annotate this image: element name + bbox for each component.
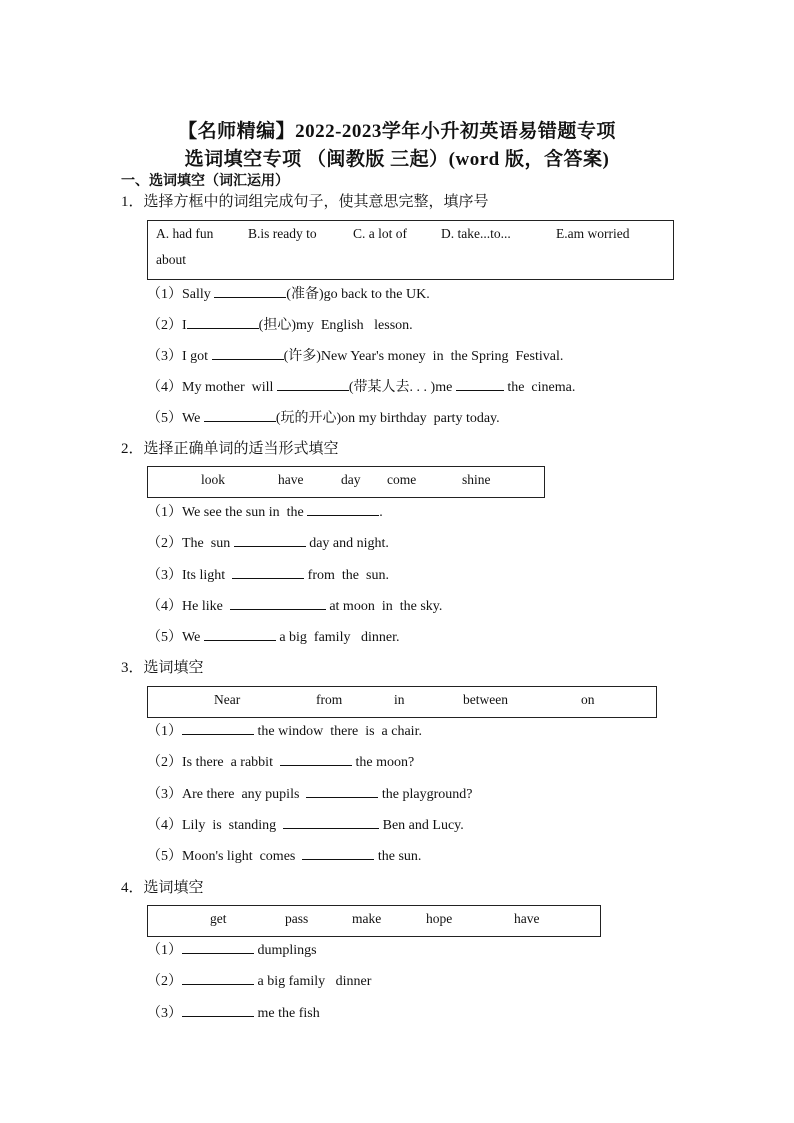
q1-option-c: C. a lot of <box>353 226 407 241</box>
answer-blank[interactable] <box>307 501 379 516</box>
document-title-line-1: 【名师精编】2022-2023学年小升初英语易错题专项 <box>178 121 616 142</box>
section-heading: 一、选词填空（词汇运用） <box>121 174 289 189</box>
q3-word: between <box>463 692 508 707</box>
q4-item-1: （1） dumplings <box>147 939 317 959</box>
answer-blank[interactable] <box>230 595 326 610</box>
q2-word: look <box>201 472 226 487</box>
q1-item-4: （4）My mother will (带某人去. . . )me the cinema. <box>147 376 575 396</box>
answer-blank[interactable] <box>182 970 254 985</box>
q1-option-a: A. had fun <box>156 226 214 241</box>
answer-blank[interactable] <box>182 1002 254 1017</box>
q1-option-d: D. take...to... <box>441 226 511 241</box>
answer-blank[interactable] <box>456 376 504 391</box>
q2-item-1: （1）We see the sun in the . <box>147 501 383 521</box>
q1-item-2: （2）I (担心)my English lesson. <box>147 314 413 334</box>
q1-option-e: E.am worried <box>556 226 630 241</box>
q4-word: pass <box>285 911 309 926</box>
answer-blank[interactable] <box>212 345 284 360</box>
q2-item-3: （3）Its light from the sun. <box>147 564 389 584</box>
q2-item-4: （4）He like at moon in the sky. <box>147 595 442 615</box>
answer-blank[interactable] <box>302 845 374 860</box>
q4-word-box <box>147 905 601 937</box>
q3-item-3: （3）Are there any pupils the playground? <box>147 783 473 803</box>
q3-word: in <box>394 692 405 707</box>
q3-item-2: （2）Is there a rabbit the moon? <box>147 751 414 771</box>
q1-item-5: （5）We (玩的开心)on my birthday party today. <box>147 407 500 427</box>
q4-heading: 4．选词填空 <box>121 880 204 896</box>
answer-blank[interactable] <box>182 939 254 954</box>
q4-word: make <box>352 911 382 926</box>
q4-word: have <box>514 911 540 926</box>
q1-option-b: B.is ready to <box>248 226 317 241</box>
answer-blank[interactable] <box>306 783 378 798</box>
q2-word: day <box>341 472 361 487</box>
q1-item-1: （1）Sally (准备)go back to the UK. <box>147 283 430 303</box>
q2-heading: 2．选择正确单词的适当形式填空 <box>121 441 339 457</box>
q1-item-3: （3）I got (许多)New Year's money in the Spring Festival. <box>147 345 563 365</box>
q1-options-box <box>147 220 674 280</box>
q3-item-4: （4）Lily is standing Ben and Lucy. <box>147 814 464 834</box>
q2-item-2: （2）The sun day and night. <box>147 532 389 552</box>
document-title-line-2: 选词填空专项 （闽教版 三起）(word 版，含答案) <box>184 149 610 170</box>
q3-item-5: （5）Moon's light comes the sun. <box>147 845 421 865</box>
answer-blank[interactable] <box>187 314 259 329</box>
answer-blank[interactable] <box>214 283 286 298</box>
q3-word: from <box>316 692 343 707</box>
q2-word: come <box>387 472 417 487</box>
answer-blank[interactable] <box>232 564 304 579</box>
q3-word: Near <box>214 692 241 707</box>
q1-heading: 1．选择方框中的词组完成句子，使其意思完整，填序号 <box>121 194 489 210</box>
q1-option-e-cont: about <box>156 252 186 267</box>
q2-word: have <box>278 472 304 487</box>
q2-item-5: （5）We a big family dinner. <box>147 626 399 646</box>
answer-blank[interactable] <box>283 814 379 829</box>
q2-word-box <box>147 466 545 498</box>
q3-heading: 3．选词填空 <box>121 660 204 676</box>
answer-blank[interactable] <box>280 751 352 766</box>
answer-blank[interactable] <box>204 407 276 422</box>
q4-word: get <box>210 911 227 926</box>
q3-word-box <box>147 686 657 718</box>
q3-word: on <box>581 692 595 707</box>
q4-word: hope <box>426 911 453 926</box>
q2-word: shine <box>462 472 491 487</box>
answer-blank[interactable] <box>234 532 306 547</box>
answer-blank[interactable] <box>204 626 276 641</box>
q3-item-1: （1） the window there is a chair. <box>147 720 422 740</box>
answer-blank[interactable] <box>277 376 349 391</box>
answer-blank[interactable] <box>182 720 254 735</box>
q4-item-2: （2） a big family dinner <box>147 970 371 990</box>
q4-item-3: （3） me the fish <box>147 1002 320 1022</box>
